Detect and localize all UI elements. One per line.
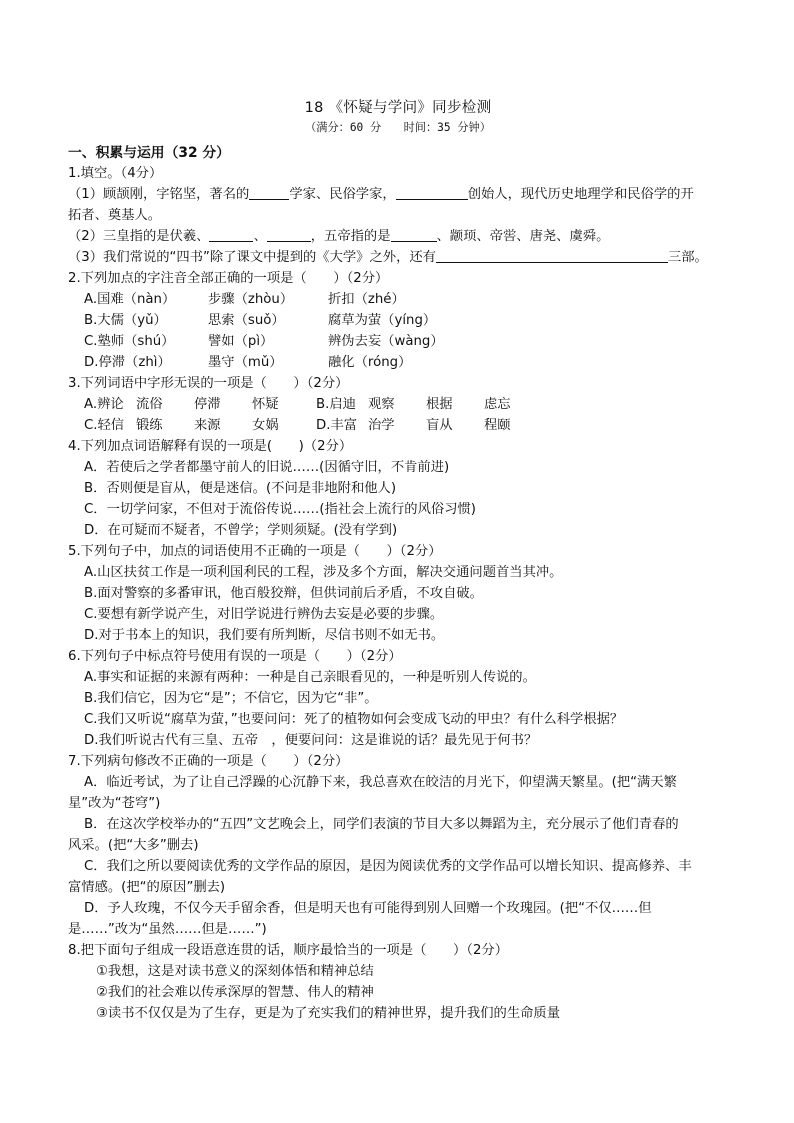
- question-4: [68, 436, 728, 541]
- q1-part2: （2）三皇指的是伏羲、 、 ，五帝指的是 、颛顼、帝喾、唐尧、虞舜。: [68, 229, 610, 244]
- option-row: A.国难（nàn） 步骤（zhòu） 折扣（zhé）: [68, 289, 728, 310]
- question-stem: 4.下列加点词语解释有误的一项是( )（2分）: [68, 439, 353, 454]
- option-c-cont: 富情感。(把“的原因”删去): [68, 880, 226, 895]
- option-a[interactable]: A.山区扶贫工作是一项利国利民的工程，涉及多个方面，解决交通问题首当其冲。: [84, 565, 563, 580]
- fill-blank[interactable]: [249, 185, 289, 200]
- option-d-cont: 是……”改为“虽然……但是……”): [68, 922, 267, 937]
- option-d[interactable]: D．予人玫瑰，不仅今天手留余香，但是明天也有可能得到别人回赠一个玫瑰园。(把“不仅……但: [84, 901, 652, 916]
- option-a[interactable]: A．临近考试，为了让自己浮躁的心沉静下来，我总喜欢在皎洁的月光下，仰望满天繁星。(把“满天繁: [84, 775, 677, 790]
- question-2: [68, 268, 728, 373]
- question-3: [68, 373, 728, 436]
- question-5: [68, 541, 728, 646]
- option-row: C.轻信 锻练 来源 女娲 D.丰富 治学 盲从 程颐: [68, 415, 728, 436]
- question-stem: 7.下列病句修改不正确的一项是（ ）（2分）: [68, 754, 349, 769]
- q1-part3: （3）我们常说的“四书”除了课文中提到的《大学》之外，还有 三部。: [68, 250, 708, 265]
- option-a[interactable]: A.辨论: [84, 397, 124, 412]
- fill-blank[interactable]: [267, 227, 311, 242]
- sentence-3: ③读书不仅仅是为了生存，更是为了充实我们的精神世界，提升我们的生命质量: [96, 1006, 561, 1021]
- option-b[interactable]: B.大儒（yǔ）: [84, 313, 167, 328]
- option-b[interactable]: B．在这次学校举办的“五四”文艺晚会上，同学们表演的节目大多以舞蹈为主，充分展示了他们青春的: [84, 817, 679, 832]
- option-b[interactable]: B.启迪: [316, 397, 356, 412]
- question-1: [68, 163, 728, 268]
- option-a-cont: 星”改为“苍穹”): [68, 796, 161, 811]
- question-stem: 2.下列加点的字注音全部正确的一项是（ ）（2分）: [68, 271, 389, 286]
- option-c[interactable]: C.我们又听说“腐草为萤，”也要问问：死了的植物如何会变成飞动的甲虫？有什么科学根据？: [84, 712, 624, 727]
- section-heading: 一、积累与运用（32 分）: [68, 145, 230, 161]
- question-stem: 8.把下面句子组成一段语意连贯的话，顺序最恰当的一项是（ ）（2分）: [68, 943, 508, 958]
- page-title: 18 《怀疑与学问》同步检测: [304, 100, 492, 116]
- option-b[interactable]: B.面对警察的多番审讯，他百般狡辩，但供词前后矛盾，不攻自破。: [84, 586, 483, 601]
- option-a[interactable]: A．若使后之学者都墨守前人的旧说……(因循守旧，不肯前进): [84, 460, 450, 475]
- option-a[interactable]: A.国难（nàn）: [84, 292, 176, 307]
- question-stem: 6.下列句子中标点符号使用有误的一项是（ ）（2分）: [68, 649, 402, 664]
- fill-blank[interactable]: [209, 227, 253, 242]
- q1-part1: （1）顾颉刚，字铭坚，著名的 学家、民俗学家， 创始人，现代历史地理学和民俗学的开: [68, 187, 694, 202]
- option-b[interactable]: B．否则便是盲从，便是迷信。(不问是非地附和他人): [84, 481, 397, 496]
- sentence-1: ①我想，这是对读书意义的深刻体悟和精神总结: [96, 964, 374, 979]
- option-row: A.辨论 流俗 停滞 怀疑 B.启迪 观察 根据 虑忘: [68, 394, 728, 415]
- question-8: [68, 940, 728, 1024]
- fill-blank[interactable]: [396, 185, 468, 200]
- question-stem: 3.下列词语中字形无误的一项是（ ）（2分）: [68, 376, 349, 391]
- option-c[interactable]: C.要想有新学说产生，对旧学说进行辨伪去妄是必要的步骤。: [84, 607, 444, 622]
- question-stem: 5.下列句子中，加点的词语使用不正确的一项是（ ）（2分）: [68, 544, 442, 559]
- option-a[interactable]: A.事实和证据的来源有两种：一种是自己亲眼看见的，一种是听别人传说的。: [84, 670, 536, 685]
- fill-blank[interactable]: [436, 248, 668, 263]
- option-d[interactable]: D．在可疑而不疑者，不曾学；学则须疑。(没有学到): [84, 523, 398, 538]
- option-row: D.停滞（zhì） 墨守（mǔ） 融化（róng）: [68, 352, 728, 373]
- question-6: [68, 646, 728, 751]
- worksheet-page: [68, 96, 728, 1024]
- question-7: [68, 751, 728, 940]
- question-stem: 1.填空。（4分）: [68, 166, 163, 181]
- option-b[interactable]: B.我们信它，因为它“是”；不信它，因为它“非”。: [84, 691, 378, 706]
- sentence-2: ②我们的社会难以传承深厚的智慧、伟人的精神: [96, 985, 374, 1000]
- option-c[interactable]: C．一切学问家，不但对于流俗传说……(指社会上流行的风俗习惯): [84, 502, 476, 517]
- option-row: B.大儒（yǔ） 思索（suǒ） 腐草为萤（yíng）: [68, 310, 728, 331]
- q1-part1-cont: 拓者、奠基人。: [68, 208, 162, 223]
- option-c[interactable]: C．我们之所以要阅读优秀的文学作品的原因，是因为阅读优秀的文学作品可以增长知识、提高修养、丰: [84, 859, 692, 874]
- page-subtitle: （满分：60 分 时间：35 分钟）: [305, 121, 491, 134]
- option-c[interactable]: C.轻信: [84, 418, 125, 433]
- option-row: C.塾师（shú） 譬如（pì） 辨伪去妄（wàng）: [68, 331, 728, 352]
- option-c[interactable]: C.塾师（shú）: [84, 334, 175, 349]
- option-d[interactable]: D.丰富: [316, 418, 358, 433]
- option-b-cont: 风采。(把“大多”删去): [68, 838, 199, 853]
- option-d[interactable]: D.我们听说古代有三皇、五帝 ，便要问问：这是谁说的话？最先见于何书？: [84, 733, 538, 748]
- option-d[interactable]: D.停滞（zhì）: [84, 355, 171, 370]
- fill-blank[interactable]: [391, 227, 437, 242]
- option-d[interactable]: D.对于书本上的知识，我们要有所判断，尽信书则不如无书。: [84, 628, 445, 643]
